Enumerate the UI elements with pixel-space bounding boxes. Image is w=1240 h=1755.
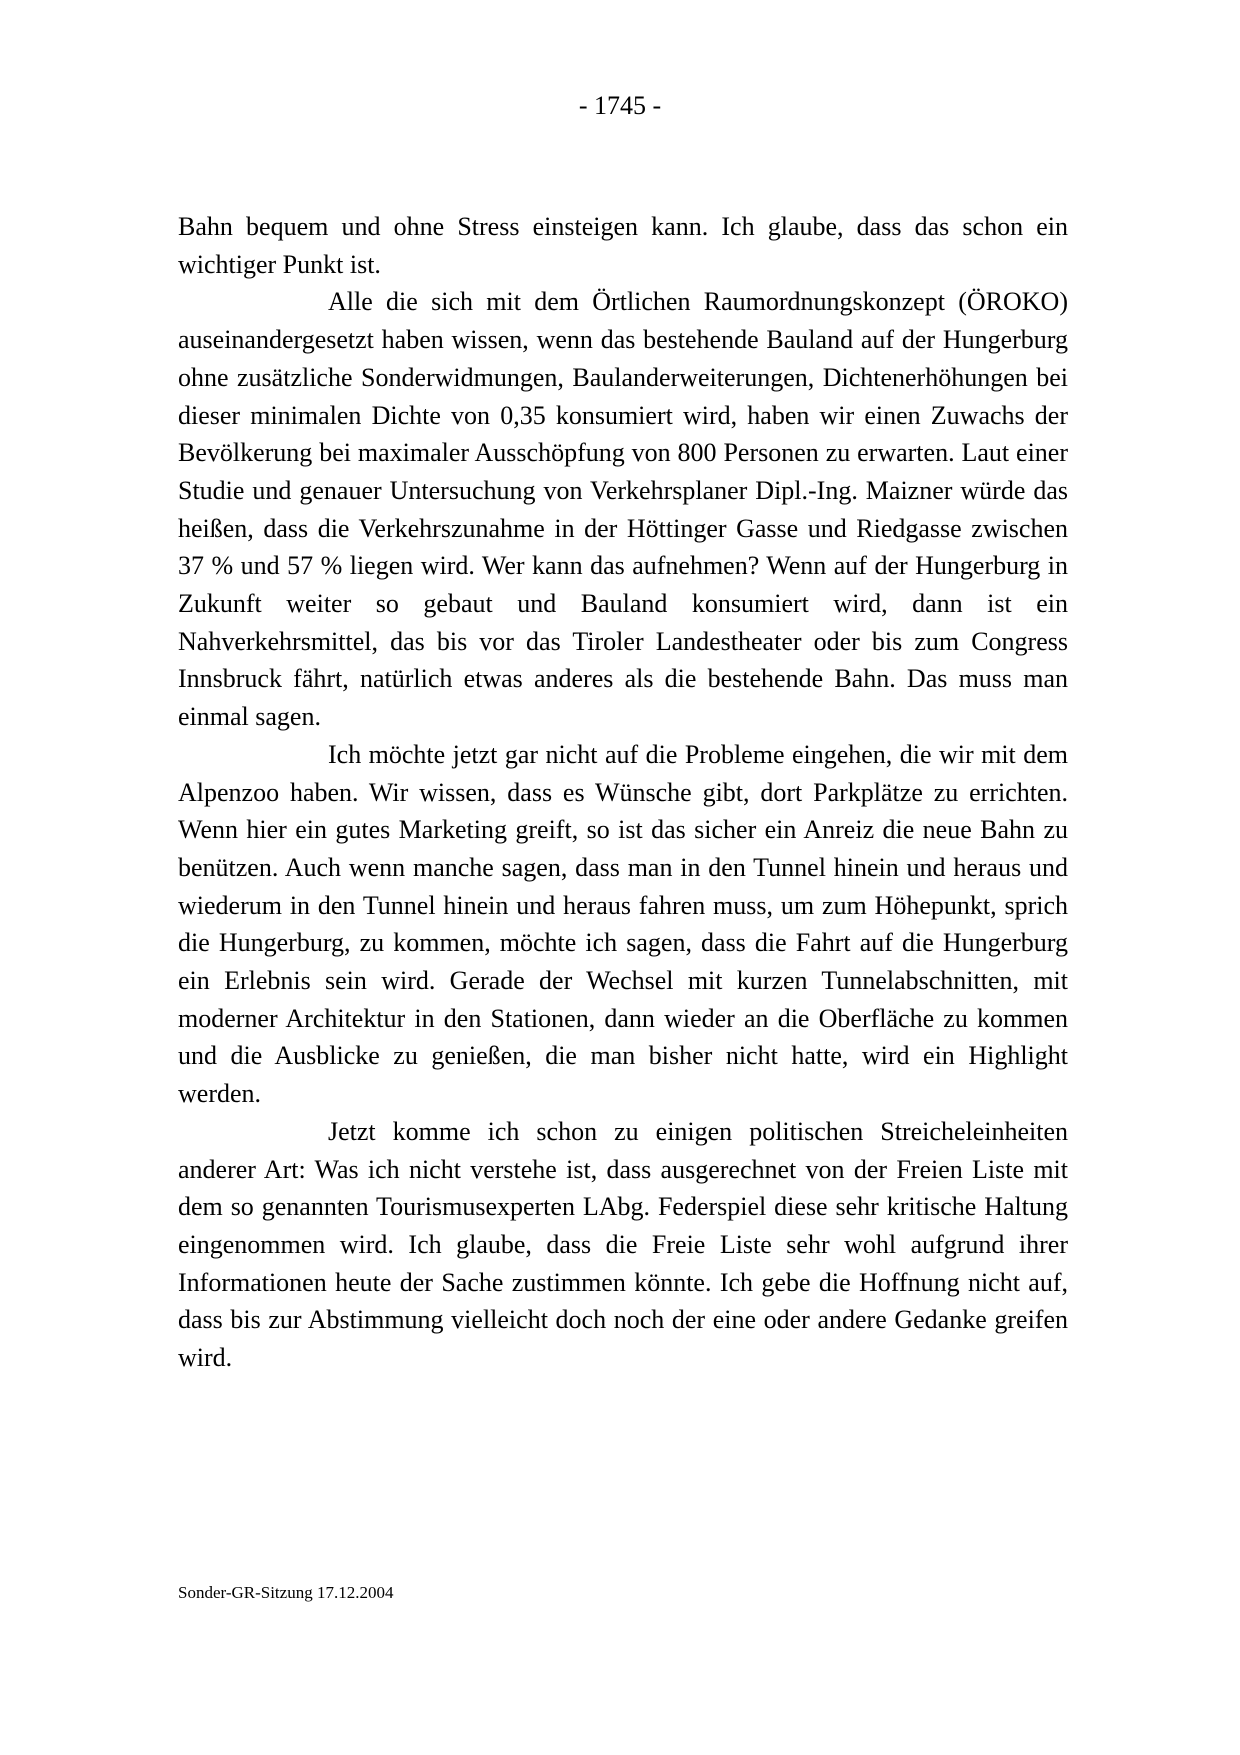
paragraph-oeroko: Alle die sich mit dem Örtlichen Raumordnungskonzept (ÖROKO) auseinandergesetzt haben wissen, wenn das bestehende Bauland auf der Hungerburg ohne zusätzliche Sonderwidmungen, Baulanderweiterungen, Dichtenerhöhungen bei dieser minimalen Dichte von 0,35 konsumiert wird, haben wir einen Zuwachs der Bevölkerung bei maximaler Ausschöpfung von 800 Personen zu erwarten. Laut einer Studie und genauer Untersuchung von Verkehrsplaner Dipl.-Ing. Maizner würde das heißen, dass die Verkehrszunahme in der Höttinger Gasse und Riedgasse zwischen 37 % und 57 % liegen wird. Wer kann das aufnehmen? Wenn auf der Hungerburg in Zukunft weiter so gebaut und Bauland konsumiert wird, dann ist ein Nahverkehrsmittel, das bis vor das Tiroler Landestheater oder bis zum Congress Innsbruck fährt, natürlich etwas anderes als die bestehende Bahn. Das muss man einmal sagen. bbox=[178, 287, 1068, 732]
body-text bbox=[178, 208, 1068, 1377]
paragraph-freie-liste: Jetzt komme ich schon zu einigen politischen Streicheleinheiten anderer Art: Was ich nicht verstehe ist, dass ausgerechnet von der Freien Liste mit dem so genannten Tourismusexperten LAbg. Federspiel diese sehr kritische Haltung eingenommen wird. Ich glaube, dass die Freie Liste sehr wohl aufgrund ihrer Informationen heute der Sache zustimmen könnte. Ich gebe die Hoffnung nicht auf, dass bis zur Abstimmung vielleicht doch noch der eine oder andere Gedanke greifen wird. bbox=[178, 1116, 1068, 1373]
paragraph-continuation: Bahn bequem und ohne Stress einsteigen kann. Ich glaube, dass das schon ein wichtiger Punkt ist. bbox=[178, 212, 1068, 279]
page-number: - 1745 - bbox=[578, 91, 662, 120]
footer-session: Sonder-GR-Sitzung 17.12.2004 bbox=[178, 1583, 394, 1602]
paragraph-alpenzoo: Ich möchte jetzt gar nicht auf die Probleme eingehen, die wir mit dem Alpenzoo haben. Wir wissen, dass es Wünsche gibt, dort Parkplätze zu errichten. Wenn hier ein gutes Marketing greift, so ist das sicher ein Anreiz die neue Bahn zu benützen. Auch wenn manche sagen, dass man in den Tunnel hinein und heraus und wiederum in den Tunnel hinein und heraus fahren muss, um zum Höhepunkt, sprich die Hungerburg, zu kommen, möchte ich sagen, dass die Fahrt auf die Hungerburg ein Erlebnis sein wird. Gerade der Wechsel mit kurzen Tunnelabschnitten, mit moderner Architektur in den Stationen, dann wieder an die Oberfläche zu kommen und die Ausblicke zu genießen, die man bisher nicht hatte, wird ein Highlight werden. bbox=[178, 739, 1068, 1109]
